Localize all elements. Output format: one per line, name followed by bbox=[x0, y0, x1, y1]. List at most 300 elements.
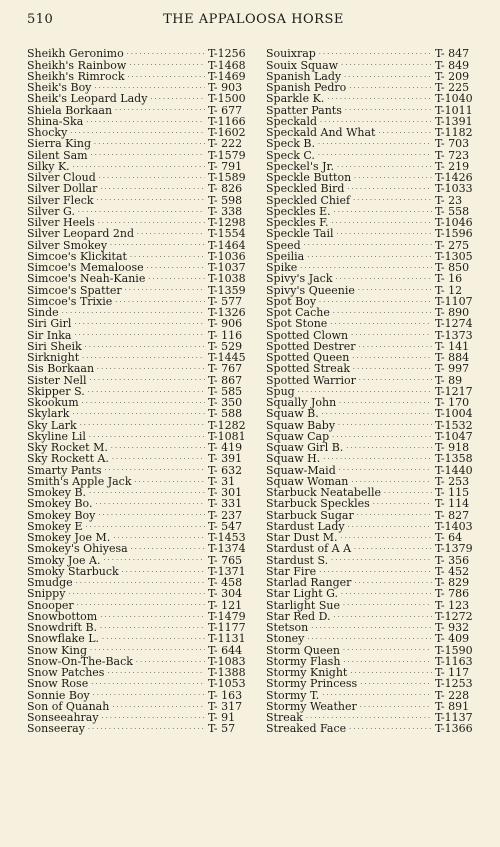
horse-name: Son of Quanah bbox=[27, 699, 110, 713]
horse-name: Skipper S. bbox=[27, 384, 85, 398]
registration-number: T-1374 bbox=[208, 542, 246, 556]
list-item bbox=[266, 552, 481, 567]
registration-number: T- 847 bbox=[435, 47, 470, 61]
dot-leader bbox=[112, 699, 205, 710]
dot-leader bbox=[94, 80, 205, 91]
dot-leader bbox=[318, 136, 432, 147]
registration-number: T-1500 bbox=[208, 92, 246, 106]
dot-leader bbox=[320, 114, 432, 125]
registration-number: T-1131 bbox=[208, 632, 246, 646]
registration-number: T-1532 bbox=[435, 418, 473, 432]
dot-leader bbox=[318, 147, 432, 158]
horse-name: Smoky Joe A. bbox=[27, 553, 101, 567]
horse-name: Silent Sam bbox=[27, 148, 88, 162]
list-item bbox=[266, 282, 481, 297]
registration-number: T-1440 bbox=[435, 463, 473, 477]
list-item bbox=[266, 204, 481, 218]
registration-number: T- 884 bbox=[435, 351, 470, 364]
registration-number: T-1403 bbox=[435, 519, 473, 533]
horse-name: Speckald bbox=[266, 114, 318, 128]
dot-leader bbox=[331, 552, 432, 563]
registration-number: T- 317 bbox=[208, 699, 243, 713]
horse-name: Star Light G. bbox=[266, 587, 339, 601]
horse-name: Spotted Destrer bbox=[266, 339, 356, 353]
dot-leader bbox=[344, 69, 432, 80]
registration-number: T- 301 bbox=[208, 486, 243, 499]
dot-leader bbox=[319, 564, 432, 575]
horse-name: Souixrap bbox=[266, 47, 316, 61]
horse-name: Skyline Lil bbox=[27, 429, 86, 443]
list-item bbox=[266, 609, 481, 623]
registration-number: T- 849 bbox=[435, 58, 470, 72]
registration-number: T-1298 bbox=[208, 216, 246, 229]
horse-name: Squaw-Maid bbox=[266, 463, 336, 477]
list-item bbox=[266, 339, 481, 353]
list-item bbox=[266, 147, 481, 162]
dot-leader bbox=[338, 417, 432, 428]
horse-name: Simcoe's Spatter bbox=[27, 283, 122, 297]
horse-name: Smokey E bbox=[27, 519, 83, 533]
registration-number: T- 228 bbox=[435, 688, 470, 702]
registration-number: T-1053 bbox=[208, 677, 246, 691]
dot-leader bbox=[93, 687, 205, 698]
registration-number: T- 827 bbox=[435, 508, 470, 522]
registration-number: T- 632 bbox=[208, 463, 243, 477]
horse-name: Speckel's Jr. bbox=[266, 159, 335, 173]
horse-name: Stoney bbox=[266, 632, 305, 646]
horse-name: Starbuck Speckles bbox=[266, 497, 370, 511]
horse-name: Sir Inka bbox=[27, 328, 72, 342]
dot-leader bbox=[80, 417, 205, 428]
horse-name: Speckle Tail bbox=[266, 227, 334, 241]
list-item bbox=[27, 57, 254, 72]
dot-leader bbox=[102, 710, 205, 721]
dot-leader bbox=[353, 192, 432, 203]
horse-name: Silver Leopard 2nd bbox=[27, 227, 135, 241]
dot-leader bbox=[343, 654, 432, 665]
registration-number: T- 598 bbox=[208, 193, 243, 207]
dot-leader bbox=[150, 91, 205, 102]
horse-name: Spivy's Queenie bbox=[266, 283, 355, 297]
registration-number: T- 89 bbox=[435, 373, 463, 387]
horse-name: Snowbottom bbox=[27, 609, 98, 623]
registration-number: T- 419 bbox=[208, 441, 243, 454]
registration-number: T- 867 bbox=[208, 373, 243, 387]
dot-leader bbox=[85, 339, 205, 350]
list-item bbox=[27, 192, 254, 207]
registration-number: T- 304 bbox=[208, 587, 243, 601]
horse-name: Stardust Lady bbox=[266, 519, 345, 533]
list-item bbox=[27, 429, 254, 443]
dot-leader bbox=[91, 676, 205, 687]
horse-name: Smokey Joe M. bbox=[27, 531, 111, 544]
list-item bbox=[266, 620, 481, 634]
dot-leader bbox=[107, 665, 205, 676]
horse-name: Star Fire bbox=[266, 564, 317, 578]
list-item bbox=[27, 181, 254, 196]
horse-name: Sky Rockett A. bbox=[27, 452, 109, 466]
registration-number: T-1083 bbox=[208, 654, 246, 668]
list-item bbox=[266, 676, 481, 691]
registration-number: T- 452 bbox=[435, 564, 470, 578]
dot-leader bbox=[97, 192, 205, 203]
list-item bbox=[27, 46, 254, 61]
dot-leader bbox=[339, 395, 432, 406]
dot-leader bbox=[341, 586, 432, 597]
dot-leader bbox=[111, 440, 205, 451]
registration-number: T-1326 bbox=[208, 306, 246, 319]
list-item bbox=[27, 710, 254, 724]
registration-number: T- 588 bbox=[208, 407, 243, 421]
registration-number: T-1589 bbox=[208, 171, 246, 184]
horse-name: Snow-On-The-Back bbox=[27, 654, 133, 668]
dot-leader bbox=[129, 57, 205, 68]
registration-number: T- 391 bbox=[208, 452, 243, 466]
horse-name: Skylark bbox=[27, 407, 70, 421]
list-item bbox=[27, 271, 254, 286]
dot-leader bbox=[82, 395, 205, 406]
list-item bbox=[266, 631, 481, 646]
registration-number: T- 723 bbox=[435, 148, 470, 162]
dot-leader bbox=[330, 316, 432, 327]
horse-name: Spivy's Jack bbox=[266, 272, 333, 286]
list-item bbox=[27, 417, 254, 432]
horse-name: Squaw Baby bbox=[266, 418, 336, 432]
dot-leader bbox=[102, 631, 205, 642]
list-item bbox=[27, 474, 254, 488]
list-item bbox=[27, 406, 254, 421]
dot-leader bbox=[77, 597, 205, 608]
horse-name: Shocky bbox=[27, 126, 68, 139]
horse-name: Shiela Borkaan bbox=[27, 103, 113, 117]
horse-name: Sierra King bbox=[27, 137, 91, 151]
registration-number: T-1358 bbox=[435, 452, 473, 466]
list-item bbox=[266, 395, 481, 409]
horse-name: Sonseeray bbox=[27, 722, 85, 736]
list-item bbox=[27, 91, 254, 106]
registration-number: T- 23 bbox=[435, 193, 463, 207]
registration-number: T-1081 bbox=[208, 429, 246, 443]
registration-number: T-1445 bbox=[208, 351, 246, 364]
dot-leader bbox=[148, 271, 205, 282]
registration-number: T-1217 bbox=[435, 384, 473, 398]
registration-number: T- 91 bbox=[208, 711, 236, 724]
list-item bbox=[27, 586, 254, 601]
horse-name: Sky Rocket M. bbox=[27, 441, 108, 454]
dot-leader bbox=[105, 462, 205, 473]
registration-number: T- 786 bbox=[435, 587, 470, 601]
horse-name: Speckles E. bbox=[266, 204, 331, 218]
horse-name: Sheikh Geronimo bbox=[27, 47, 124, 61]
horse-name: Spot Boy bbox=[266, 294, 317, 308]
horse-name: Spotted Queen bbox=[266, 351, 350, 364]
dot-leader bbox=[357, 507, 432, 518]
dot-leader bbox=[74, 316, 205, 327]
registration-number: T-1554 bbox=[208, 227, 246, 241]
horse-name: Starlad Ranger bbox=[266, 576, 352, 589]
page-title: THE APPALOOSA HORSE bbox=[163, 12, 344, 27]
list-item bbox=[266, 519, 481, 533]
horse-name: Speilia bbox=[266, 249, 305, 263]
list-item bbox=[266, 46, 481, 61]
horse-name: Squaw Cap bbox=[266, 429, 330, 443]
dot-leader bbox=[99, 170, 205, 181]
list-item bbox=[266, 102, 481, 117]
horse-name: Simcoe's Trixie bbox=[27, 294, 113, 308]
horse-name: Stormy Weather bbox=[266, 699, 357, 713]
registration-number: T- 225 bbox=[435, 81, 470, 94]
horse-name: Star Dust M. bbox=[266, 531, 338, 544]
horse-name: Storm Queen bbox=[266, 643, 340, 657]
horse-name: Sis Borkaan bbox=[27, 362, 95, 376]
list-item bbox=[27, 237, 254, 252]
list-item bbox=[27, 327, 254, 342]
page-header bbox=[27, 12, 480, 32]
horse-name: Stardust of A A bbox=[266, 542, 352, 556]
list-item bbox=[27, 642, 254, 657]
list-item bbox=[266, 462, 481, 477]
list-item bbox=[266, 440, 481, 454]
list-item bbox=[27, 564, 254, 578]
list-item bbox=[266, 507, 481, 522]
horse-name: Streaked Face bbox=[266, 722, 347, 736]
list-item bbox=[27, 440, 254, 454]
dot-leader bbox=[82, 350, 205, 361]
horse-name: Smokey B. bbox=[27, 486, 87, 499]
horse-name: Spanish Lady bbox=[266, 69, 342, 83]
horse-name: Simcoe's Neah-Kanie bbox=[27, 272, 146, 286]
list-item bbox=[266, 429, 481, 443]
list-item bbox=[27, 316, 254, 331]
horse-name: Star Red D. bbox=[266, 609, 331, 623]
dot-leader bbox=[359, 339, 432, 350]
list-item bbox=[27, 204, 254, 218]
registration-number: T- 765 bbox=[208, 553, 243, 567]
registration-number: T- 31 bbox=[208, 474, 236, 488]
dot-leader bbox=[347, 181, 432, 192]
list-item bbox=[27, 339, 254, 353]
list-item bbox=[27, 80, 254, 94]
dot-leader bbox=[72, 406, 205, 417]
registration-number: T- 703 bbox=[435, 137, 470, 151]
dot-leader bbox=[103, 552, 205, 563]
dot-leader bbox=[335, 271, 432, 282]
registration-number: T- 163 bbox=[208, 688, 243, 702]
horse-name: Sky Lark bbox=[27, 418, 77, 432]
list-item bbox=[27, 654, 254, 668]
registration-number: T-1256 bbox=[208, 47, 246, 61]
horse-name: Speckled Chief bbox=[266, 193, 351, 207]
horse-name: Snippy bbox=[27, 587, 66, 601]
list-item bbox=[266, 125, 481, 139]
list-item bbox=[266, 271, 481, 286]
horse-name: Silver Smokey bbox=[27, 238, 108, 252]
dot-leader bbox=[135, 474, 206, 485]
registration-number: T- 356 bbox=[435, 553, 470, 567]
dot-leader bbox=[327, 91, 432, 102]
horse-name: Silky K. bbox=[27, 159, 70, 173]
registration-number: T-1366 bbox=[435, 722, 473, 736]
list-item bbox=[27, 552, 254, 567]
dot-leader bbox=[332, 429, 432, 440]
horse-name: Squaw Girl B. bbox=[266, 441, 344, 454]
horse-name: Speckled Bird bbox=[266, 182, 345, 196]
registration-number: T-1177 bbox=[208, 621, 246, 634]
dot-leader bbox=[337, 226, 432, 237]
horse-name: Squaw Woman bbox=[266, 474, 349, 488]
dot-leader bbox=[306, 710, 432, 721]
dot-leader bbox=[352, 350, 432, 361]
dot-leader bbox=[91, 147, 205, 158]
registration-number: T- 219 bbox=[435, 159, 470, 173]
horse-name: Smith's Apple Jack bbox=[27, 474, 132, 488]
list-item bbox=[266, 350, 481, 364]
horse-name: Stormy Princess bbox=[266, 677, 358, 691]
registration-number: T-1038 bbox=[208, 272, 246, 286]
registration-number: T-1166 bbox=[208, 114, 246, 128]
horse-name: Snow Rose bbox=[27, 677, 89, 691]
list-item bbox=[266, 417, 481, 432]
registration-number: T- 338 bbox=[208, 204, 243, 218]
horse-name: Streak bbox=[266, 711, 303, 724]
horse-name: Sirknight bbox=[27, 351, 80, 364]
dot-leader bbox=[358, 282, 432, 293]
list-item bbox=[266, 327, 481, 342]
horse-name: Spotted Streak bbox=[266, 362, 351, 376]
dot-leader bbox=[300, 260, 432, 271]
list-item bbox=[266, 406, 481, 421]
dot-leader bbox=[343, 597, 432, 608]
registration-number: T- 114 bbox=[435, 497, 470, 511]
registration-number: T- 121 bbox=[208, 598, 243, 612]
registration-number: T-1036 bbox=[208, 249, 246, 263]
list-item bbox=[266, 361, 481, 376]
dot-leader bbox=[112, 451, 205, 462]
dot-leader bbox=[304, 237, 432, 248]
list-item bbox=[27, 395, 254, 409]
dot-leader bbox=[76, 575, 205, 586]
dot-leader bbox=[125, 282, 205, 293]
dot-leader bbox=[345, 102, 432, 113]
registration-number: T- 577 bbox=[208, 294, 243, 308]
dot-leader bbox=[323, 451, 432, 462]
dot-leader bbox=[348, 519, 432, 530]
list-item bbox=[27, 372, 254, 387]
horse-name: Starlight Sue bbox=[266, 598, 340, 612]
dot-leader bbox=[86, 114, 205, 125]
dot-leader bbox=[89, 485, 205, 496]
registration-number: T- 170 bbox=[435, 396, 470, 409]
list-item bbox=[27, 451, 254, 466]
registration-number: T- 12 bbox=[435, 283, 463, 297]
list-item bbox=[266, 474, 481, 488]
registration-number: T-1046 bbox=[435, 216, 473, 229]
list-item bbox=[27, 575, 254, 589]
registration-number: T-1464 bbox=[208, 238, 246, 252]
registration-number: T- 253 bbox=[435, 474, 470, 488]
list-item bbox=[266, 721, 481, 736]
dot-leader bbox=[78, 204, 205, 215]
dot-leader bbox=[354, 575, 432, 586]
list-item bbox=[27, 609, 254, 623]
horse-name: Stetson bbox=[266, 621, 309, 634]
list-item bbox=[266, 316, 481, 331]
list-item bbox=[266, 294, 481, 308]
dot-leader bbox=[70, 125, 205, 136]
registration-number: T-1274 bbox=[435, 317, 473, 331]
list-item bbox=[27, 631, 254, 646]
list-item bbox=[266, 384, 481, 398]
dot-leader bbox=[298, 384, 432, 395]
registration-number: T- 115 bbox=[435, 486, 470, 499]
list-item bbox=[27, 665, 254, 679]
dot-leader bbox=[349, 721, 432, 732]
registration-number: T-1163 bbox=[435, 654, 473, 668]
registration-number: T- 644 bbox=[208, 643, 243, 657]
list-item bbox=[27, 226, 254, 241]
horse-name: Speck B. bbox=[266, 137, 315, 151]
list-item bbox=[266, 249, 481, 263]
list-item bbox=[266, 305, 481, 319]
registration-number: T- 791 bbox=[208, 159, 243, 173]
dot-leader bbox=[373, 496, 432, 507]
list-item bbox=[27, 721, 254, 736]
registration-number: T- 997 bbox=[435, 362, 470, 376]
horse-name: Shina-Ska bbox=[27, 114, 84, 128]
registration-number: T-1469 bbox=[208, 69, 246, 83]
registration-number: T- 677 bbox=[208, 103, 243, 117]
dot-leader bbox=[131, 541, 205, 552]
dot-leader bbox=[354, 541, 432, 552]
list-item bbox=[266, 496, 481, 511]
horse-name: Speckles F. bbox=[266, 216, 329, 229]
registration-number: T-1011 bbox=[435, 103, 473, 117]
dot-leader bbox=[322, 406, 432, 417]
horse-name: Speckald And What bbox=[266, 126, 376, 139]
list-item bbox=[266, 530, 481, 544]
list-item bbox=[27, 249, 254, 263]
list-item bbox=[27, 69, 254, 83]
registration-number: T-1359 bbox=[208, 283, 246, 297]
horse-name: Spike bbox=[266, 261, 298, 274]
list-item bbox=[27, 384, 254, 398]
dot-leader bbox=[334, 609, 432, 620]
list-item bbox=[266, 91, 481, 106]
list-item bbox=[27, 305, 254, 319]
dot-leader bbox=[332, 215, 433, 226]
horse-name: Smarty Pants bbox=[27, 463, 102, 477]
dot-leader bbox=[130, 249, 205, 260]
registration-number: T- 918 bbox=[435, 441, 470, 454]
list-item bbox=[266, 159, 481, 173]
dot-leader bbox=[351, 327, 432, 338]
registration-number: T-1182 bbox=[435, 126, 473, 139]
list-item bbox=[266, 215, 481, 229]
registration-number: T-1579 bbox=[208, 148, 246, 162]
list-item bbox=[27, 170, 254, 184]
dot-leader bbox=[98, 507, 205, 518]
list-item bbox=[266, 485, 481, 499]
list-item bbox=[27, 147, 254, 162]
horse-name: Sonseeahray bbox=[27, 711, 99, 724]
registration-number: T- 275 bbox=[435, 238, 470, 252]
list-item bbox=[27, 485, 254, 499]
list-item bbox=[27, 125, 254, 139]
dot-leader bbox=[322, 687, 432, 698]
registration-number: T- 141 bbox=[435, 339, 470, 353]
registration-number: T- 409 bbox=[435, 632, 470, 646]
list-item bbox=[27, 676, 254, 691]
